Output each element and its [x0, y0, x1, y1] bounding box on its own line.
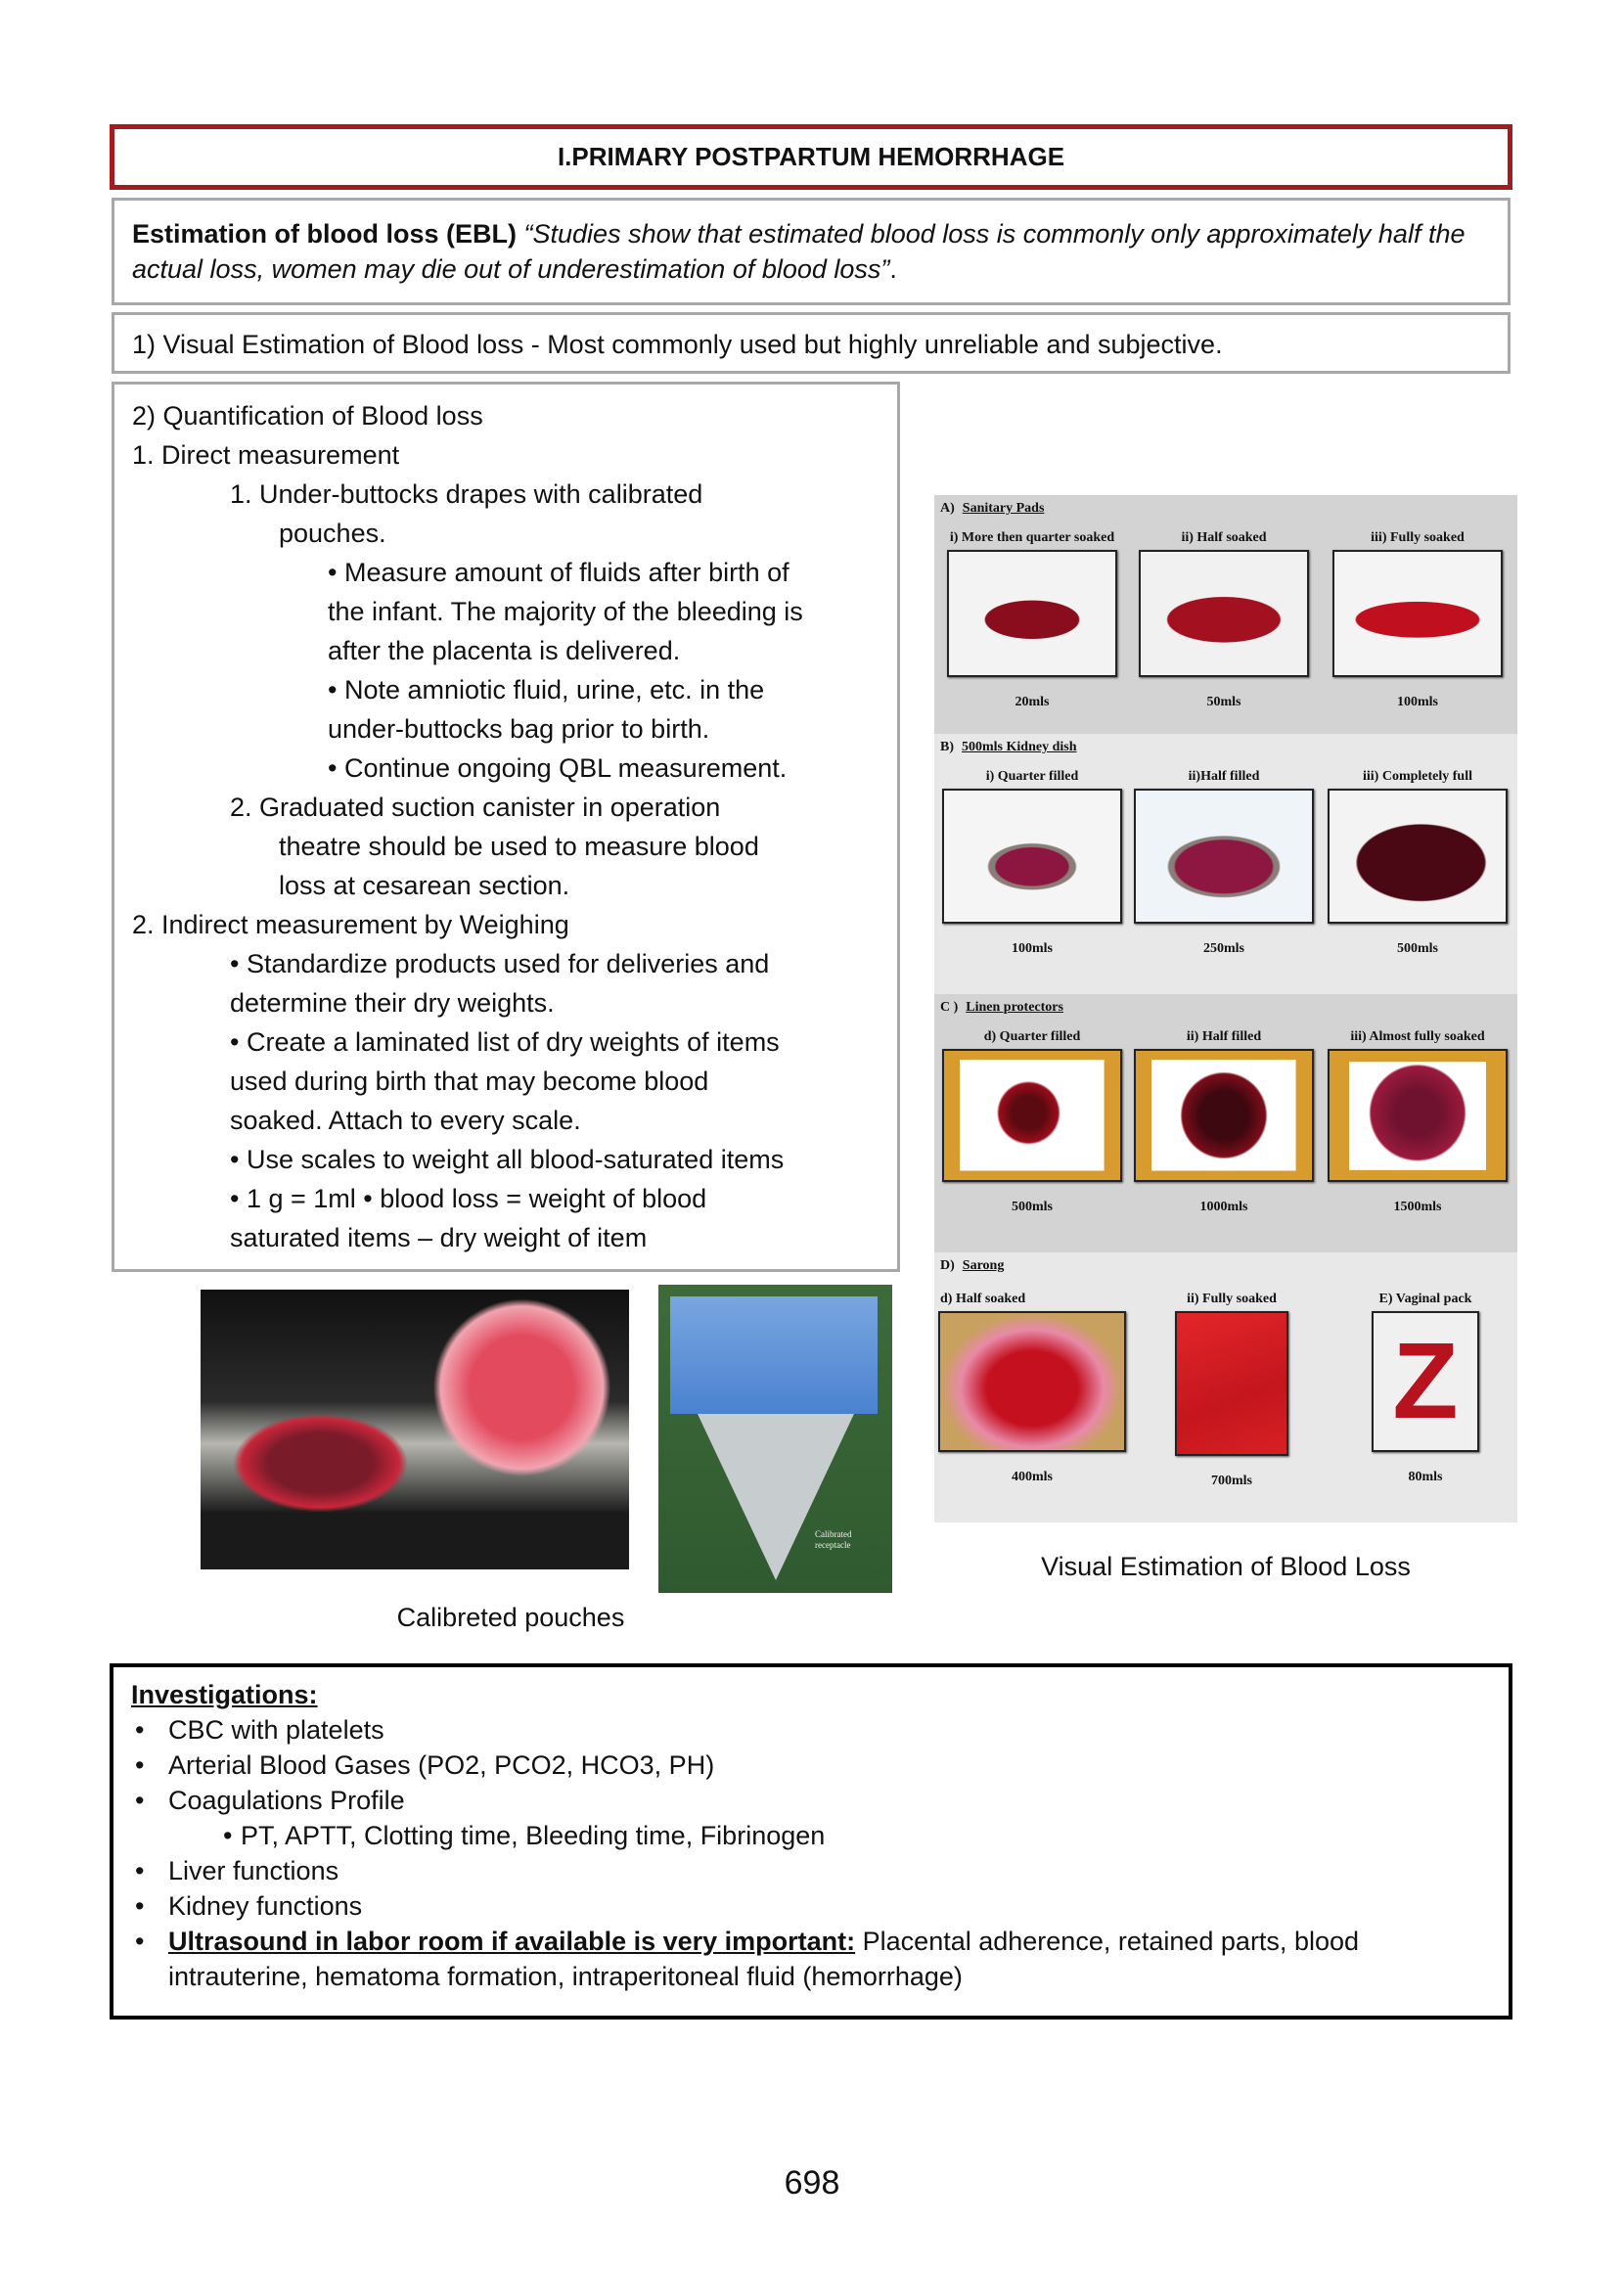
- item-value: 700mls: [1211, 1474, 1252, 1488]
- investigations-heading: Investigations:: [131, 1680, 318, 1709]
- pouches-caption: Calibreted pouches: [396, 1603, 625, 1632]
- item-label: d) Quarter filled: [983, 1029, 1081, 1044]
- quantification-box: [112, 382, 900, 1272]
- quant-line: pouches.: [279, 519, 386, 548]
- calibrated-drape-photo: [658, 1285, 892, 1593]
- quant-line: theatre should be used to measure blood: [279, 832, 759, 861]
- item-value: 80mls: [1408, 1470, 1443, 1484]
- band-sanitary-pads: [934, 495, 1517, 734]
- section-prefix: B): [940, 740, 954, 754]
- dish-full-photo: [1328, 789, 1508, 924]
- band-linen-protectors: [934, 994, 1517, 1252]
- item-label: iii) Completely full: [1363, 769, 1472, 784]
- linen-quarter-photo: [942, 1049, 1122, 1182]
- ebl-quote: “Studies show that estimated blood loss is commonly only approximately half the actual loss, women may die out of underestimation of blood loss”: [132, 219, 1466, 284]
- item-value: 500mls: [1012, 1200, 1053, 1214]
- item-label: ii) Fully soaked: [1187, 1292, 1277, 1306]
- item-value: 100mls: [1397, 695, 1438, 709]
- sarong-half-photo: [938, 1311, 1126, 1452]
- ebl-box: [112, 198, 1511, 305]
- investigations-box: [110, 1663, 1512, 2020]
- item-label: iii) Almost fully soaked: [1350, 1029, 1485, 1044]
- item-value: 1500mls: [1393, 1200, 1442, 1214]
- sarong-full-photo: [1175, 1311, 1288, 1456]
- item-label: ii) Half soaked: [1181, 530, 1267, 545]
- quant-line: 2. Indirect measurement by Weighing: [132, 910, 569, 939]
- section-name: 500mls Kidney dish: [962, 740, 1077, 754]
- quant-line: • Use scales to weight all blood-saturated items: [230, 1145, 785, 1174]
- list-item: • Arterial Blood Gases (PO2, PCO2, HCO3, PH): [131, 1748, 1491, 1783]
- placenta-pouch-photo: [201, 1290, 629, 1569]
- band-kidney-dish: [934, 734, 1517, 994]
- item-label: ii)Half filled: [1188, 769, 1260, 784]
- item-value: 250mls: [1203, 941, 1244, 956]
- item-label: E) Vaginal pack: [1378, 1292, 1472, 1306]
- section-prefix: A): [940, 501, 955, 516]
- quant-line: • Note amniotic fluid, urine, etc. in the: [328, 675, 765, 704]
- investigations-list: [131, 1712, 1491, 1994]
- list-item: • Coagulations Profile: [131, 1783, 1491, 1818]
- quant-line: 2. Graduated suction canister in operation: [230, 793, 721, 822]
- list-item: [131, 1924, 1491, 1994]
- pad-quarter-photo: [947, 550, 1117, 677]
- list-item: • Kidney functions: [131, 1888, 1491, 1924]
- section-name: Sanitary Pads: [962, 501, 1045, 516]
- quant-line: • 1 g = 1ml • blood loss = weight of blood: [230, 1184, 707, 1213]
- band-sarong: [934, 1252, 1517, 1522]
- linen-almost-full-photo: [1328, 1049, 1508, 1182]
- list-item: • Liver functions: [131, 1853, 1491, 1888]
- section-title: I.PRIMARY POSTPARTUM HEMORRHAGE: [110, 124, 1512, 190]
- list-item: • CBC with platelets: [131, 1712, 1491, 1748]
- visual-estimation-box: 1) Visual Estimation of Blood loss - Most commonly used but highly unreliable and subjective.: [112, 312, 1511, 374]
- item-label: d) Half soaked: [940, 1292, 1026, 1306]
- visual-estimation-figure: [934, 495, 1517, 1522]
- dish-quarter-photo: [942, 789, 1122, 924]
- item-value: 100mls: [1012, 941, 1053, 956]
- linen-half-photo: [1134, 1049, 1314, 1182]
- item-value: 400mls: [1012, 1470, 1053, 1484]
- dish-half-photo: [1134, 789, 1314, 924]
- quant-line: 1. Under-buttocks drapes with calibrated: [230, 479, 703, 509]
- ultrasound-heading: Ultrasound in labor room if available is very important:: [168, 1927, 856, 1956]
- receptacle-label: Calibrated receptacle: [815, 1529, 852, 1550]
- quant-line: • Continue ongoing QBL measurement.: [328, 753, 788, 783]
- pad-half-photo: [1139, 550, 1309, 677]
- quant-line: • Measure amount of fluids after birth of: [328, 558, 789, 587]
- ebl-end: .: [889, 254, 897, 284]
- item-value: 50mls: [1206, 695, 1241, 709]
- quant-line: the infant. The majority of the bleeding is: [328, 597, 803, 626]
- ultrasound-text: Placental adherence, retained parts, blood intrauterine, hematoma formation, intraperitoneal fluid (hemorrhage): [168, 1927, 1360, 1991]
- vaginal-pack-photo: Z: [1372, 1311, 1479, 1452]
- figure-caption: Visual Estimation of Blood Loss: [1041, 1552, 1411, 1581]
- ebl-heading: Estimation of blood loss (EBL): [132, 219, 517, 249]
- blue-drape: [670, 1296, 878, 1414]
- list-item: • PT, APTT, Clotting time, Bleeding time, Fibrinogen: [131, 1818, 1491, 1853]
- page-number: 698: [784, 2164, 840, 2202]
- section-prefix: C ): [940, 1000, 959, 1015]
- quant-heading: 2) Quantification of Blood loss: [132, 401, 483, 431]
- pad-full-photo: [1332, 550, 1503, 677]
- item-value: 20mls: [1015, 695, 1050, 709]
- item-value: 1000mls: [1199, 1200, 1248, 1214]
- item-label: i) More then quarter soaked: [949, 530, 1115, 545]
- quant-line: after the placenta is delivered.: [328, 636, 681, 665]
- section-name: Sarong: [962, 1258, 1005, 1273]
- quant-line: under-buttocks bag prior to birth.: [328, 714, 710, 744]
- quant-line: loss at cesarean section.: [279, 871, 570, 900]
- receptacle-cone: [698, 1414, 854, 1580]
- section-prefix: D): [940, 1258, 955, 1273]
- item-label: ii) Half filled: [1186, 1029, 1262, 1044]
- quant-line: • Create a laminated list of dry weights of items: [230, 1027, 780, 1057]
- quant-line: soaked. Attach to every scale.: [230, 1106, 581, 1135]
- item-label: i) Quarter filled: [985, 769, 1079, 784]
- quant-line: used during birth that may become blood: [230, 1067, 709, 1096]
- quant-line: determine their dry weights.: [230, 988, 555, 1018]
- item-label: iii) Fully soaked: [1371, 530, 1465, 545]
- section-name: Linen protectors: [966, 1000, 1063, 1015]
- quant-line: • Standardize products used for deliveries and: [230, 949, 770, 978]
- quant-line: 1. Direct measurement: [132, 440, 400, 470]
- quant-line: saturated items – dry weight of item: [230, 1223, 648, 1252]
- item-value: 500mls: [1397, 941, 1438, 956]
